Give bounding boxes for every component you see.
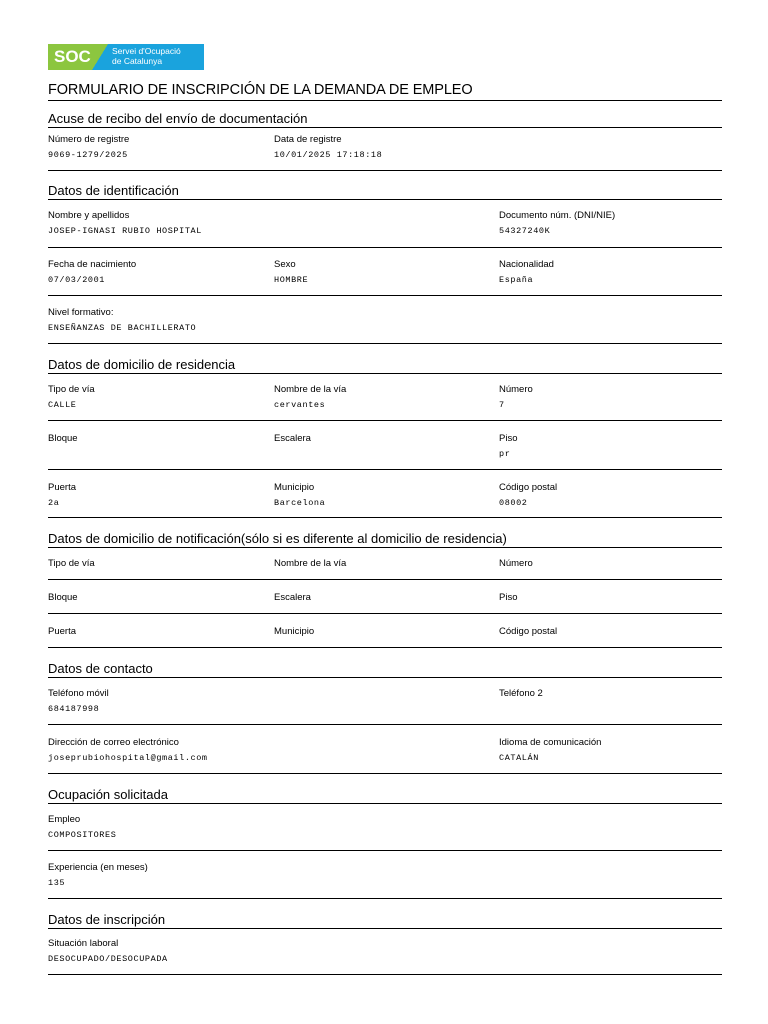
- job-field: [48, 814, 116, 840]
- field-label: Teléfono 2: [499, 688, 543, 699]
- logo-abbr: SOC: [48, 44, 100, 70]
- field-label: Escalera: [274, 433, 311, 444]
- contact-row-1: [48, 678, 722, 725]
- notif-street-name-field: [274, 558, 346, 569]
- field-label: Municipio: [274, 626, 315, 637]
- field-value: 54327240K: [499, 226, 551, 236]
- employment-status-field: [48, 938, 168, 964]
- field-label: Puerta: [48, 626, 76, 637]
- field-value: 2a: [48, 498, 60, 508]
- logo-line-1: Servei d'Ocupació: [112, 46, 181, 56]
- ident-row-3: [48, 295, 722, 344]
- field-value: joseprubiohospital@gmail.com: [48, 753, 208, 763]
- residence-row-2: [48, 420, 722, 470]
- street-number-field: [499, 384, 533, 410]
- notif-door-field: [48, 626, 76, 637]
- notif-postal-code-field: [499, 626, 557, 637]
- field-value: CALLE: [48, 400, 77, 410]
- field-label: Fecha de nacimiento: [48, 259, 137, 270]
- field-label: Escalera: [274, 592, 311, 603]
- ident-row-2: [48, 247, 722, 296]
- section-notification-title: Datos de domicilio de notificación(sólo si es diferente al domicilio de residencia): [48, 531, 722, 548]
- field-label: Nombre de la vía: [274, 384, 347, 395]
- registry-date-field: [274, 134, 382, 160]
- field-value: Barcelona: [274, 498, 326, 508]
- staircase-field: [274, 433, 311, 449]
- logo-slash: [92, 44, 108, 70]
- field-label: Bloque: [48, 433, 78, 444]
- field-label: Número de registre: [48, 134, 130, 145]
- section-ident-title: Datos de identificación: [48, 183, 722, 200]
- notif-street-type-field: [48, 558, 95, 569]
- field-value: JOSEP-IGNASI RUBIO HOSPITAL: [48, 226, 202, 236]
- field-value: 9069-1279/2025: [48, 150, 128, 160]
- section-contact-title: Datos de contacto: [48, 661, 722, 678]
- field-label: Empleo: [48, 814, 81, 825]
- residence-row-1: [48, 374, 722, 421]
- contact-row-2: [48, 724, 722, 774]
- mobile-field: [48, 688, 109, 714]
- section-acuse-title: Acuse de recibo del envío de documentación: [48, 111, 722, 128]
- section-inscription-title: Datos de inscripción: [48, 912, 722, 929]
- education-field: [48, 307, 196, 333]
- ident-row-1: [48, 200, 722, 248]
- postal-code-field: [499, 482, 557, 508]
- soc-logo: [48, 44, 204, 70]
- registry-number-field: [48, 134, 129, 160]
- field-label: Nombre y apellidos: [48, 210, 130, 221]
- notification-row-1: [48, 548, 722, 580]
- field-label: Código postal: [499, 482, 558, 493]
- field-label: Tipo de vía: [48, 384, 95, 395]
- inscription-row: [48, 929, 722, 975]
- field-value: DESOCUPADO/DESOCUPADA: [48, 954, 168, 964]
- field-label: Bloque: [48, 592, 78, 603]
- field-label: Piso: [499, 433, 518, 444]
- notif-municipality-field: [274, 626, 314, 637]
- occupation-row-1: [48, 804, 722, 851]
- field-label: Piso: [499, 592, 518, 603]
- field-label: Idioma de comunicación: [499, 737, 602, 748]
- logo-text: [100, 44, 204, 70]
- notif-staircase-field: [274, 592, 311, 603]
- notif-block-field: [48, 592, 78, 603]
- street-name-field: [274, 384, 346, 410]
- field-label: Documento núm. (DNI/NIE): [499, 210, 616, 221]
- field-label: Nombre de la vía: [274, 558, 347, 569]
- residence-row-3: [48, 469, 722, 518]
- field-label: Situación laboral: [48, 938, 119, 949]
- birth-date-field: [48, 259, 136, 285]
- logo-line-2: de Catalunya: [112, 55, 163, 66]
- nationality-field: [499, 259, 554, 285]
- field-value: pr: [499, 449, 511, 459]
- field-value: ENSEÑANZAS DE BACHILLERATO: [48, 323, 197, 333]
- language-field: [499, 737, 601, 763]
- field-value: 7: [499, 400, 505, 410]
- section-residence-title: Datos de domicilio de residencia: [48, 357, 722, 374]
- field-value: CATALÁN: [499, 753, 539, 763]
- field-value: cervantes: [274, 400, 326, 410]
- field-label: Municipio: [274, 482, 315, 493]
- sex-field: [274, 259, 308, 285]
- field-value: 684187998: [48, 704, 100, 714]
- field-label: Nacionalidad: [499, 259, 554, 270]
- occupation-row-2: [48, 850, 722, 899]
- page-title: FORMULARIO DE INSCRIPCIÓN DE LA DEMANDA DE EMPLEO: [48, 82, 722, 101]
- field-label: Sexo: [274, 259, 296, 270]
- notif-floor-field: [499, 592, 517, 603]
- document-field: [499, 210, 615, 236]
- field-label: Teléfono móvil: [48, 688, 109, 699]
- experience-field: [48, 862, 148, 888]
- field-value: 08002: [499, 498, 528, 508]
- field-value: COMPOSITORES: [48, 830, 117, 840]
- notification-row-3: [48, 613, 722, 648]
- name-field: [48, 210, 202, 236]
- acuse-row: [48, 128, 722, 171]
- field-label: Nivel formativo:: [48, 307, 114, 318]
- field-label: Data de registre: [274, 134, 342, 145]
- field-value: 135: [48, 878, 66, 888]
- email-field: [48, 737, 208, 763]
- notif-street-number-field: [499, 558, 533, 569]
- field-label: Experiencia (en meses): [48, 862, 148, 873]
- field-label: Tipo de vía: [48, 558, 95, 569]
- phone2-field: [499, 688, 543, 704]
- floor-field: [499, 433, 517, 459]
- field-label: Dirección de correo electrónico: [48, 737, 179, 748]
- field-value: 07/03/2001: [48, 275, 106, 285]
- notification-row-2: [48, 579, 722, 614]
- door-field: [48, 482, 76, 508]
- municipality-field: [274, 482, 325, 508]
- field-value: 10/01/2025 17:18:18: [274, 150, 383, 160]
- field-label: Número: [499, 384, 533, 395]
- field-value: España: [499, 275, 534, 285]
- field-label: Código postal: [499, 626, 558, 637]
- field-label: Número: [499, 558, 533, 569]
- field-label: Puerta: [48, 482, 76, 493]
- street-type-field: [48, 384, 95, 410]
- section-occupation-title: Ocupación solicitada: [48, 787, 722, 804]
- field-value: HOMBRE: [274, 275, 309, 285]
- block-field: [48, 433, 78, 449]
